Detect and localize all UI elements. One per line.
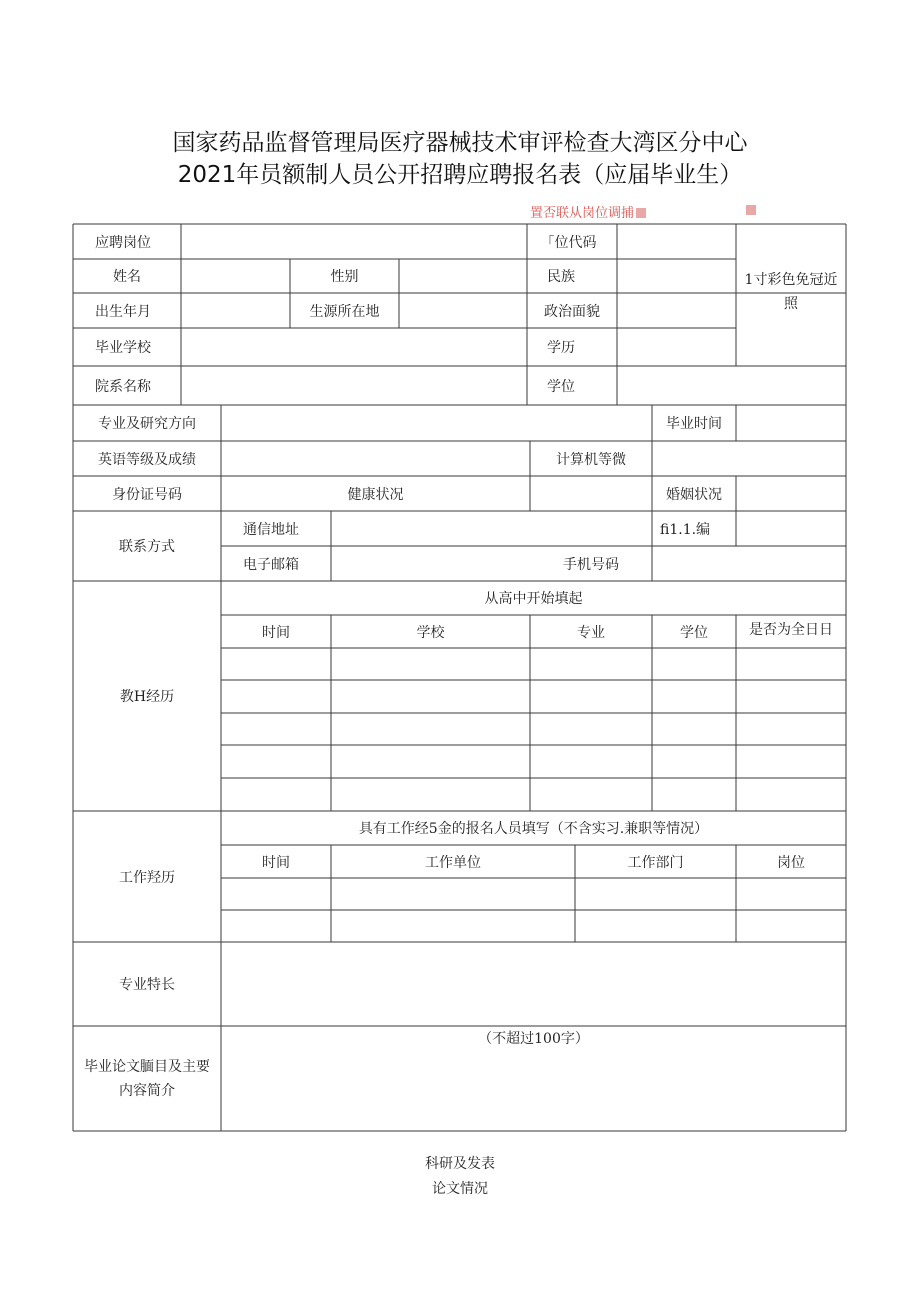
marital-label: 婚姻状况 — [666, 486, 722, 503]
address-input[interactable] — [331, 511, 652, 546]
work-col-department: 工作部门 — [627, 854, 684, 871]
mobile-label: 手机号码 — [563, 556, 619, 573]
school-label: 毕业学校 — [95, 340, 151, 356]
education-hint: 从高中开始填起 — [484, 591, 583, 607]
school-input[interactable] — [181, 328, 527, 366]
work-hint: 具有工作经5金的报名人员填写（不含实习.兼职等情况） — [358, 821, 709, 837]
computer-label: 计算机等微 — [556, 451, 626, 468]
photo-placeholder[interactable]: 1寸彩色免冠近照 — [744, 272, 838, 312]
thesis-label: 毕业论文腼目及主要内容简介 — [84, 1058, 210, 1099]
id-number-label: 身份证号码 — [112, 486, 182, 503]
work-col-position: 岗位 — [777, 854, 805, 871]
edu-col-time: 时间 — [262, 624, 290, 641]
thesis-hint: （不超过100字） — [478, 1031, 589, 1047]
health-input[interactable] — [530, 476, 652, 511]
table-row[interactable] — [221, 910, 846, 942]
postcode-label: fi1.1.编 — [660, 521, 711, 538]
education-level-input[interactable] — [617, 328, 736, 366]
adjustment-note — [530, 202, 646, 221]
major-input[interactable] — [221, 405, 652, 441]
specialty-input[interactable] — [221, 942, 846, 1026]
birth-input[interactable] — [181, 293, 290, 328]
table-row[interactable] — [221, 878, 846, 910]
education-history-label: 教H经历 — [119, 689, 175, 705]
ethnicity-label: 民族 — [547, 269, 575, 285]
work-col-time: 时间 — [262, 854, 290, 871]
email-input[interactable] — [331, 546, 530, 581]
checkbox-mark-icon[interactable] — [746, 205, 756, 215]
name-input[interactable] — [181, 259, 290, 293]
gender-label: 性别 — [330, 269, 359, 285]
major-label: 专业及研究方向 — [98, 416, 196, 432]
table-row[interactable] — [221, 648, 846, 680]
marital-input[interactable] — [736, 476, 846, 511]
computer-input[interactable] — [652, 441, 846, 476]
work-history-label: 工作羟历 — [119, 869, 175, 886]
edu-col-school: 学校 — [416, 624, 445, 641]
email-label: 电子邮箱 — [243, 556, 299, 573]
table-row[interactable] — [221, 713, 846, 745]
position-label: 应聘岗位 — [95, 234, 151, 251]
position-input[interactable] — [181, 224, 527, 259]
grad-time-label: 毕业时间 — [666, 416, 722, 432]
checkbox-mark-icon[interactable] — [636, 208, 646, 218]
contact-label: 联系方式 — [119, 539, 175, 555]
origin-input[interactable] — [399, 293, 527, 328]
health-label: 健康状况 — [347, 486, 404, 503]
edu-col-major: 专业 — [577, 624, 605, 641]
english-label: 英语等级及成绩 — [98, 451, 196, 468]
birth-label: 出生年月 — [95, 303, 151, 320]
political-input[interactable] — [617, 293, 736, 328]
mobile-input[interactable] — [652, 546, 846, 581]
education-level-label: 学历 — [547, 340, 575, 356]
form-title-line1: 国家药品监督管理局医疗器械技术审评检查大湾区分中心 — [172, 130, 748, 156]
origin-label: 生源所在地 — [309, 303, 380, 320]
specialty-label: 专业特长 — [119, 977, 175, 993]
edu-col-fulltime: 是否为全日日 — [749, 622, 833, 638]
degree-input[interactable] — [617, 366, 846, 405]
table-row[interactable] — [221, 745, 846, 778]
name-label: 姓名 — [113, 269, 141, 285]
degree-label: 学位 — [547, 378, 575, 395]
english-input[interactable] — [221, 441, 530, 476]
department-label: 院系名称 — [95, 378, 151, 395]
work-col-employer: 工作单位 — [425, 854, 481, 871]
adjustment-note-text: 置否联从岗位调捕 — [530, 206, 635, 221]
research-label-line2: 论文情况 — [432, 1181, 488, 1197]
address-label: 通信地址 — [243, 521, 299, 538]
department-input[interactable] — [181, 366, 527, 405]
ethnicity-input[interactable] — [617, 259, 736, 293]
gender-input[interactable] — [399, 259, 527, 293]
edu-col-degree: 学位 — [680, 624, 708, 641]
position-code-input[interactable] — [617, 224, 736, 259]
table-row[interactable] — [221, 778, 846, 811]
grad-time-input[interactable] — [736, 405, 846, 441]
research-label-line1: 科研及发表 — [425, 1156, 495, 1172]
table-row[interactable] — [221, 680, 846, 713]
postcode-input[interactable] — [736, 511, 846, 546]
position-code-label: ｢位代码 — [547, 234, 597, 251]
political-label: 政治面貌 — [544, 303, 600, 320]
form-title-line2: 2021年员额制人员公开招聘应聘报名表（应届毕业生） — [177, 162, 743, 188]
